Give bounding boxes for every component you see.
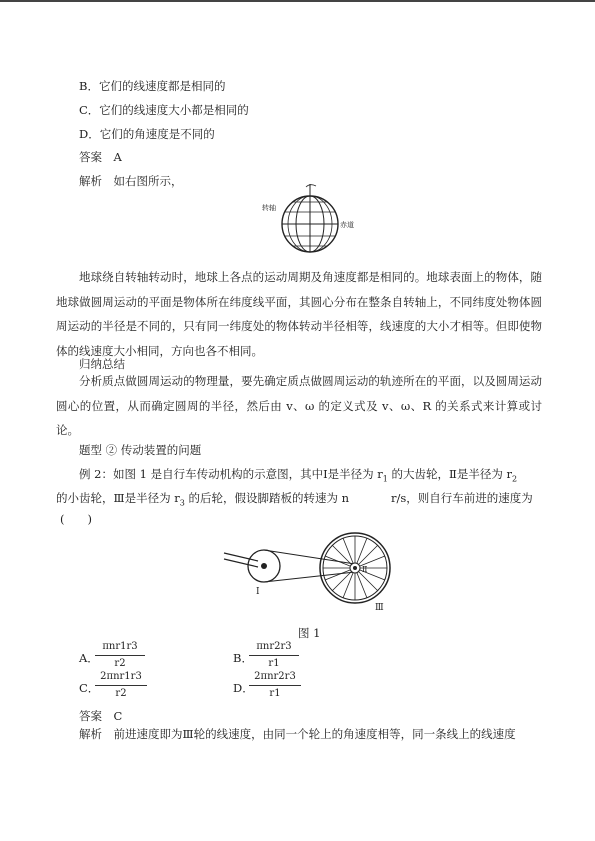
choice-b-numerator: πnr2r3 <box>256 641 292 652</box>
paragraph-2 <box>56 369 542 443</box>
choice-d-denominator: r1 <box>269 688 281 699</box>
example-sub-1: 1 <box>382 474 388 484</box>
choice-b-denominator: r1 <box>268 658 280 669</box>
section-heading: 题型 ② 传动装置的问题 <box>79 443 202 457</box>
answer-2: 答案 C <box>79 709 123 723</box>
globe-label-equator: 赤道 <box>340 221 354 229</box>
choice-c-fraction <box>95 671 147 700</box>
choice-a-fraction <box>95 641 145 670</box>
summary-heading: 归纳总结 <box>79 357 125 371</box>
choice-c-letter: C． <box>79 681 100 695</box>
choice-a-denominator: r2 <box>114 658 126 669</box>
option-d: D．它们的角速度是不同的 <box>79 127 215 141</box>
example-unit: r/s，则自行车前进的速度为 <box>391 491 533 505</box>
choice-b-fraction <box>249 641 299 670</box>
fraction-bar <box>95 655 145 656</box>
choice-d-letter: D． <box>233 681 254 695</box>
top-rule <box>0 0 595 2</box>
paragraph-1 <box>56 265 542 364</box>
globe-label-axis: 转轴 <box>262 204 276 212</box>
example-text-b: 的大齿轮，Ⅱ是半径为 r <box>387 467 513 481</box>
choice-a-letter: A． <box>79 651 99 665</box>
example-line-3: ( ) <box>60 512 92 526</box>
example-sub-2: 2 <box>512 474 518 484</box>
choice-d-fraction <box>249 671 301 700</box>
example-line-1 <box>79 467 517 486</box>
choice-a-numerator: πnr1r3 <box>102 641 138 652</box>
paragraph-1-text: 地球绕自转轴转动时，地球上各点的运动周期及角速度都是相同的。地球表面上的物体，随地球做圆周运动的平面是物体所在纬度线平面，其圆心分布在整条自转轴上，不同纬度处物体圆周运动的半径是不同的，只有同一纬度处的物体转动半径相等，线速度的大小才相等。但即使物体的线速度大小相同，方向也各不相同。 <box>56 270 542 359</box>
analysis-2: 解析 前进速度即为Ⅲ轮的线速度，由同一个轮上的角速度相等，同一条线上的线速度 <box>79 727 516 741</box>
bike-label-1: Ⅰ <box>256 587 260 597</box>
example-text-a: 例 2：如图 1 是自行车传动机构的示意图，其中Ⅰ是半径为 r <box>79 467 383 481</box>
bike-label-2: Ⅱ <box>362 565 368 574</box>
choice-c-numerator: 2πnr1r3 <box>100 671 142 682</box>
bike-label-3: Ⅲ <box>375 603 384 613</box>
option-b: B．它们的线速度都是相同的 <box>79 79 226 93</box>
choice-b-letter: B． <box>233 651 253 665</box>
option-c: C．它们的线速度大小都是相同的 <box>79 103 249 117</box>
paragraph-2-text: 分析质点做圆周运动的物理量，要先确定质点做圆周运动的轨迹所在的平面，以及圆周运动圆心的位置，从而确定圆周的半径，然后由 v、ω 的定义式及 v、ω、R 的关系式来计算或讨论。 <box>56 374 542 438</box>
bike-transmission-figure <box>222 528 412 620</box>
fraction-bar <box>95 685 147 686</box>
analysis-1: 解析 如右图所示， <box>79 174 183 188</box>
figure-caption: 图 1 <box>298 626 321 640</box>
example-sub-3: 3 <box>179 498 185 508</box>
choice-d-numerator: 2πnr2r3 <box>254 671 296 682</box>
example-line-2 <box>56 491 349 510</box>
answer-1: 答案 A <box>79 150 122 164</box>
example-text-d: 的后轮，假设脚踏板的转速为 n <box>184 491 350 505</box>
choice-c-denominator: r2 <box>115 688 127 699</box>
fraction-bar <box>249 685 301 686</box>
fraction-bar <box>249 655 299 656</box>
globe-figure <box>260 180 360 260</box>
example-text-c: 的小齿轮，Ⅲ是半径为 r <box>56 491 180 505</box>
